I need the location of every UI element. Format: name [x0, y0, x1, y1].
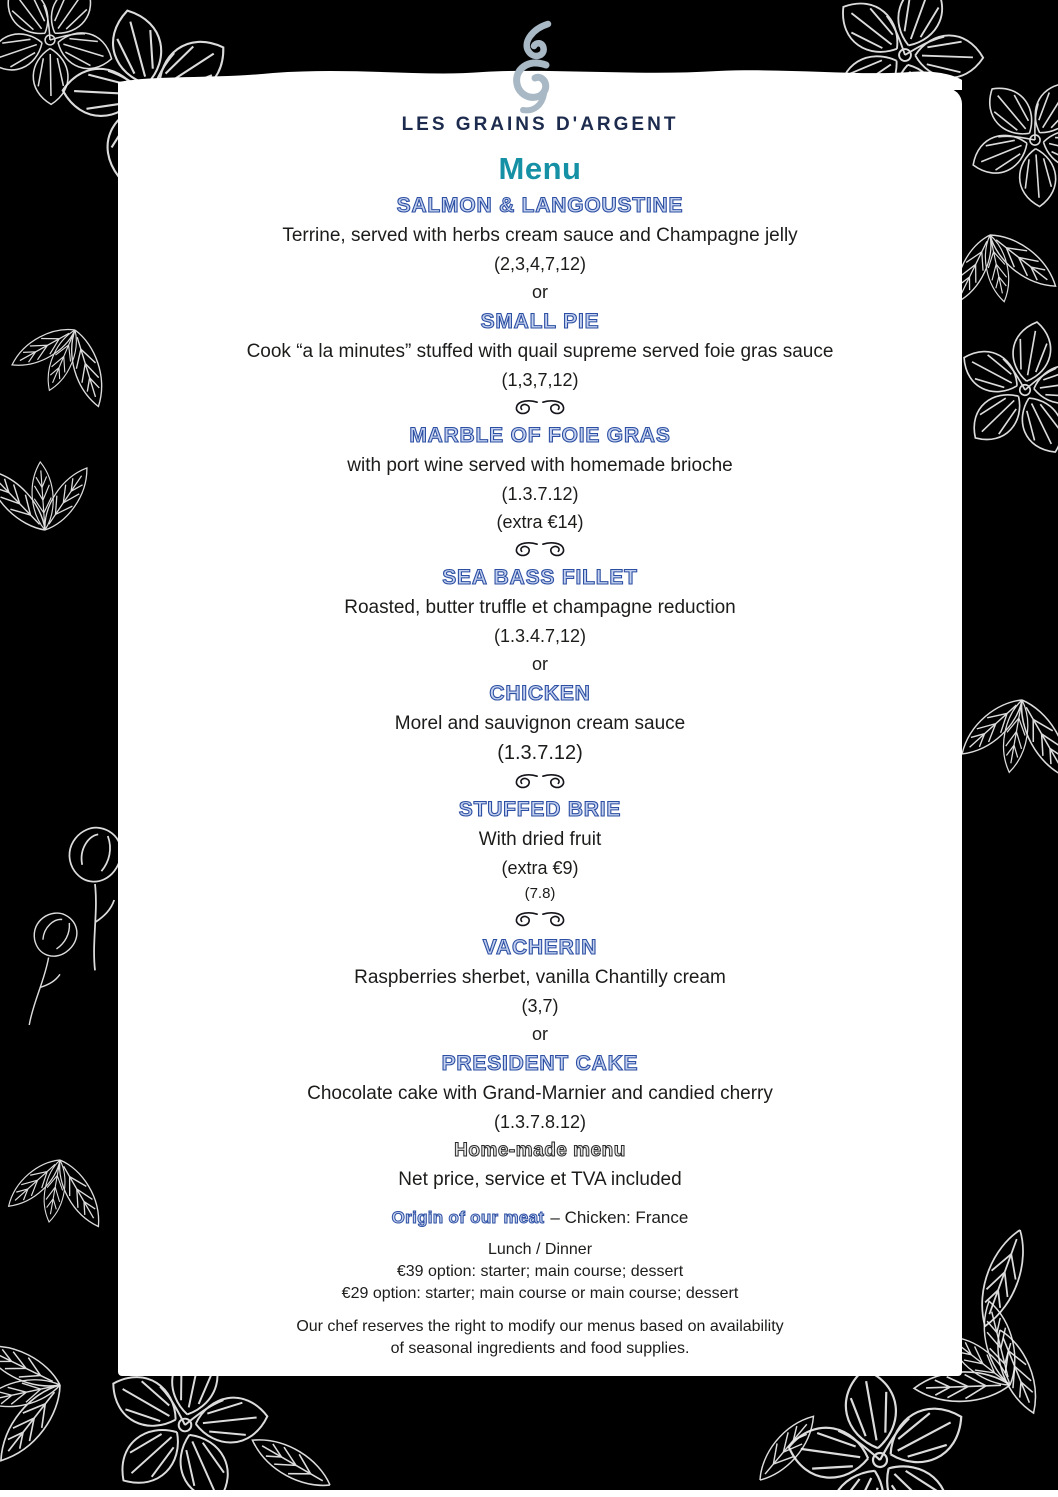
- course-allergens: (1.3.7.8.12): [493, 1112, 587, 1132]
- course-supplement: (extra €14): [496, 512, 584, 532]
- course-name: STUFFED BRIE: [458, 798, 622, 821]
- course-description: Raspberries sherbet, vanilla Chantilly cream: [354, 967, 726, 988]
- home-made-note: Home-made menu: [454, 1140, 626, 1161]
- course-allergens: (3,7): [521, 996, 559, 1016]
- chef-disclaimer-line2: of seasonal ingredients and food supplies.: [390, 1340, 690, 1357]
- course-allergens: (2,3,4,7,12): [493, 254, 587, 274]
- or-separator: or: [531, 654, 548, 674]
- floral-left-side: [0, 442, 121, 1234]
- scroll-divider-icon: [162, 772, 918, 790]
- course-description: With dried fruit: [478, 829, 602, 850]
- course-name: SEA BASS FILLET: [442, 566, 638, 589]
- chef-disclaimer: [260, 1316, 820, 1360]
- scroll-divider-icon: [162, 910, 918, 928]
- course-name: SMALL PIE: [480, 310, 600, 333]
- course-small-pie: [162, 310, 918, 390]
- scroll-divider-icon: [162, 398, 918, 416]
- grains-dargent-logo-icon: [506, 20, 570, 120]
- course-sea-bass-fillet: [162, 566, 918, 646]
- course-description: Terrine, served with herbs cream sauce and Champagne jelly: [282, 225, 798, 246]
- course-description: Roasted, butter truffle et champagne reduction: [344, 597, 736, 618]
- course-description: Morel and sauvignon cream sauce: [394, 713, 686, 734]
- course-name: VACHERIN: [482, 936, 598, 959]
- course-name: MARBLE OF FOIE GRAS: [409, 424, 671, 447]
- course-vacherin: [162, 936, 918, 1016]
- menu-title: Menu: [498, 151, 582, 186]
- course-allergens: (1,3,7,12): [501, 370, 579, 390]
- net-price-note: Net price, service et TVA included: [398, 1169, 682, 1190]
- course-name: CHICKEN: [489, 682, 591, 705]
- menu-option-29: €29 option: starter; main course or main course; dessert: [341, 1285, 739, 1302]
- course-description: Chocolate cake with Grand-Marnier and candied cherry: [307, 1083, 773, 1104]
- course-allergens: (1.3.7.12): [497, 742, 583, 764]
- chef-disclaimer-line1: Our chef reserves the right to modify our menus based on availability: [296, 1318, 784, 1335]
- course-salmon-langoustine: [162, 194, 918, 274]
- meat-origin-value: – Chicken: France: [550, 1208, 689, 1227]
- menu-option-39: €39 option: starter; main course; dessert: [396, 1263, 684, 1280]
- restaurant-name: LES GRAINS D'ARGENT: [401, 114, 679, 135]
- or-separator: or: [531, 1024, 548, 1044]
- meat-origin-label: Origin of our meat: [391, 1208, 545, 1227]
- course-marble-foie-gras: [162, 424, 918, 532]
- course-stuffed-brie: [162, 798, 918, 902]
- course-name: SALMON & LANGOUSTINE: [396, 194, 684, 217]
- service-times: Lunch / Dinner: [487, 1241, 593, 1258]
- course-name: PRESIDENT CAKE: [441, 1052, 639, 1075]
- course-description: with port wine served with homemade brioche: [347, 455, 733, 476]
- course-allergens: (7.8): [524, 885, 556, 902]
- menu-panel: [118, 88, 962, 1376]
- course-chicken: [162, 682, 918, 764]
- course-description: Cook “a la minutes” stuffed with quail supreme served foie gras sauce: [246, 341, 834, 362]
- bottom-white-strip: [0, 1490, 1058, 1497]
- course-president-cake: [162, 1052, 918, 1132]
- scroll-divider-icon: [162, 540, 918, 558]
- or-separator: or: [531, 282, 548, 302]
- course-allergens: (1.3.4.7,12): [493, 626, 587, 646]
- course-supplement: (extra €9): [501, 858, 579, 878]
- course-allergens: (1.3.7.12): [501, 484, 579, 504]
- meat-origin-line: [162, 1208, 918, 1228]
